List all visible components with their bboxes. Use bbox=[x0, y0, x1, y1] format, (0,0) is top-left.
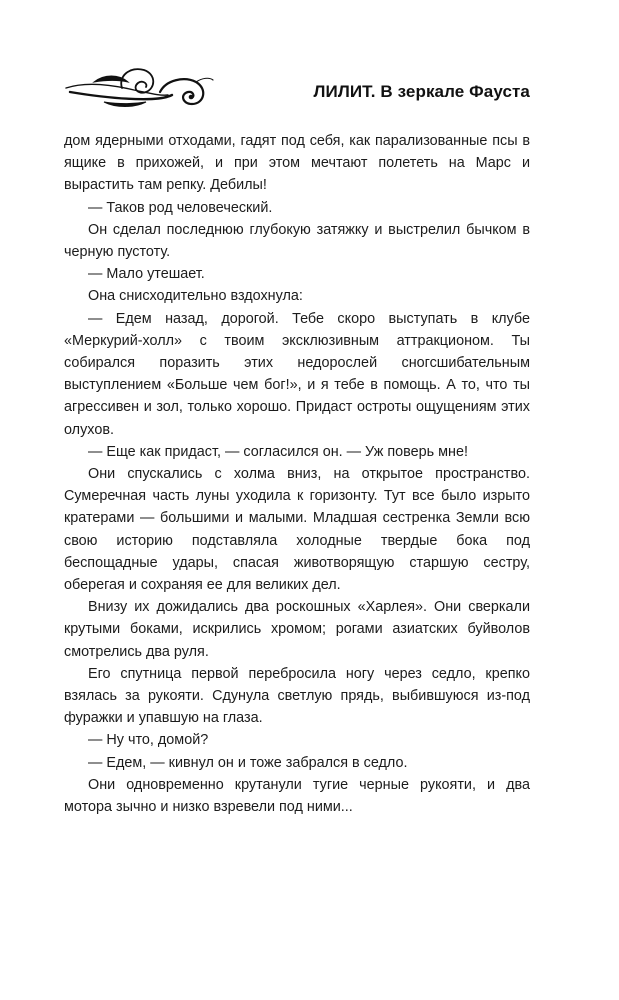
paragraph: — Еще как придаст, — согласился он. — Уж поверь мне! bbox=[88, 443, 468, 460]
paragraph: Он сделал последнюю глубокую затяжку и выстрелил бычком в черную пустоту. bbox=[64, 221, 530, 261]
body-text bbox=[64, 130, 530, 818]
paragraph: Она снисходительно вздохнула: bbox=[88, 288, 303, 305]
paragraph: Внизу их дожидались два роскошных «Харлея». Они сверкали крутыми боками, искрились хромом; рогами азиатских буйволов смотрелись два руля. bbox=[64, 599, 530, 660]
page-header bbox=[64, 62, 534, 114]
paragraph: Они одновременно крутанули тугие черные рукояти, и два мотора зычно и низко взревели под ними... bbox=[64, 776, 530, 816]
paragraph: Они спускались с холма вниз, на открытое пространство. Сумеречная часть луны уходила к горизонту. Тут все было изрыто кратерами — большими и малыми. Младшая сестренка Земли всю свою историю подставляла холодные твердые бока под беспощадные удары, спасая животворящую старшую сестру, оберегая и сохраняя ее для великих дел. bbox=[64, 466, 530, 594]
paragraph: дом ядерными отходами, гадят под себя, как парализованные псы в ящике в прихожей, и при этом мечтают полететь на Марс и вырастить там репку. Дебилы! bbox=[64, 133, 530, 194]
flourish-ornament-icon bbox=[64, 62, 214, 114]
paragraph: — Таков род человеческий. bbox=[88, 199, 273, 216]
paragraph: Его спутница первой перебросила ногу через седло, крепко взялась за рукояти. Сдунула светлую прядь, выбившуюся из-под фуражки и упавшую на глаза. bbox=[64, 665, 530, 727]
running-title: ЛИЛИТ. В зеркале Фауста bbox=[313, 82, 530, 101]
paragraph: — Едем, — кивнул он и тоже забрался в седло. bbox=[88, 754, 408, 771]
paragraph: — Ну что, домой? bbox=[88, 732, 209, 749]
paragraph: — Мало утешает. bbox=[88, 266, 205, 283]
paragraph: — Едем назад, дорогой. Тебе скоро выступать в клубе «Меркурий-холл» с твоим эксклюзивным аттракционом. Ты собирался поразить этих недорослей сногсшибательным выступлением «Больше чем бог!», и я тебе в помощь. А то, что ты агрессивен и зол, только хорошо. Придаст остроты ощущениям этих олухов. bbox=[64, 310, 530, 438]
